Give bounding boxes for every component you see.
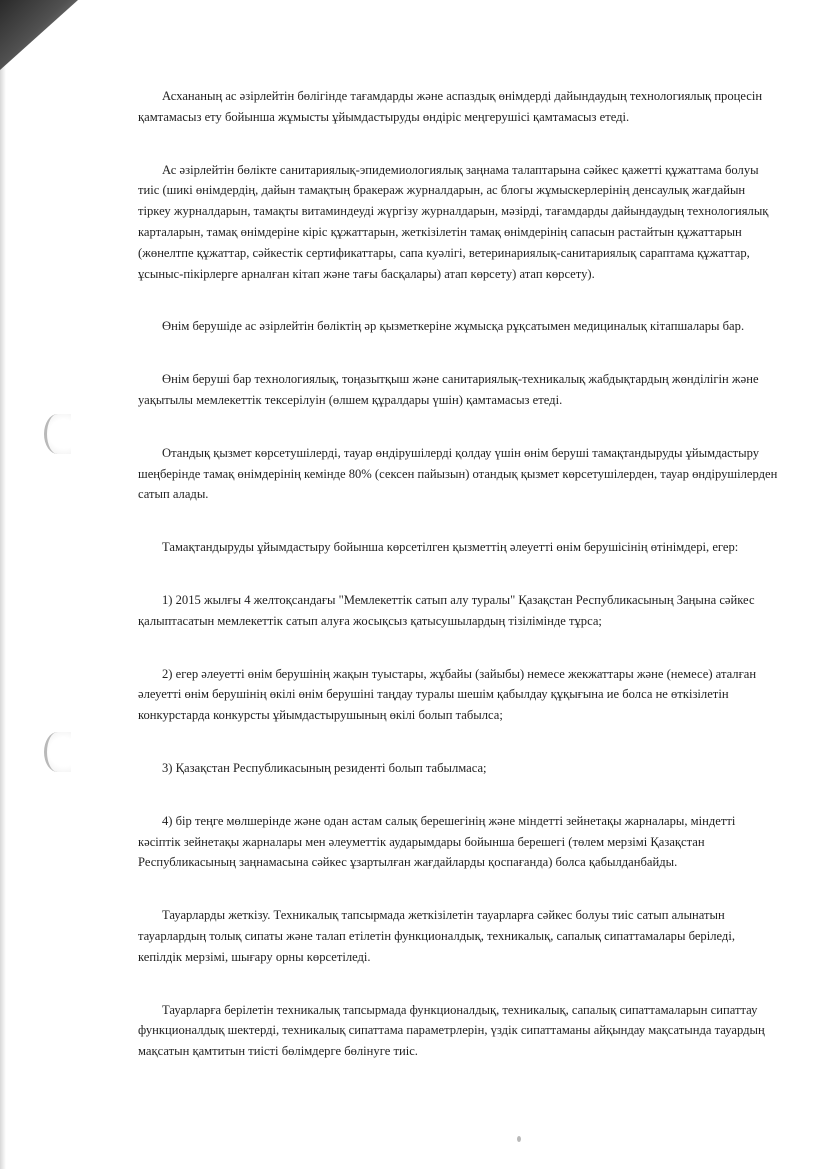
paragraph-condition-2: 2) егер әлеуетті өнім берушінің жақын туыстары, жұбайы (зайыбы) немесе жекжаттары және (немесе) аталған әлеуетті өнім берушінің өкілі өнім берушіні таңдау туралы шешім қабылдау құқығына ие болса не өткізілетін конкурстарда конкурсты ұйымдастырушының өкілі болып табылса;: [138, 666, 757, 723]
paragraph-condition-1: 1) 2015 жылғы 4 желтоқсандағы "Мемлекеттік сатып алу туралы" Қазақстан Республикасының Заңына сәйкес қалыптасатын мемлекеттік сатып алуға жосықсыз қатысушылардың тізілімінде тұрса;: [138, 592, 755, 628]
scan-corner-shadow: [0, 0, 120, 70]
punch-hole: [44, 732, 71, 772]
paragraph-domestic-suppliers: Отандық қызмет көрсетушілерді, тауар өндірушілерді қолдау үшін өнім беруші тамақтандыруды ұйымдастыру шеңберінде тамақ өнімдерінің кемінде 80% (сексен пайызын) отандық қызмет көрсетушілерден, тауар өндірушілерден сатып алады.: [138, 445, 778, 502]
punch-hole: [44, 414, 71, 454]
scan-edge: [0, 0, 6, 1169]
paragraph-technical-specification: Тауарларға берілетін техникалық тапсырмада функционалдық, техникалық, сапалық сипаттамаларын сипаттау функционалдық шектерді, техникалық сипаттама параметрлерін, үздік сипаттаманы айқындау мақсатында тауардың мақсатын қамтитын тиісті бөлімдерге бөлінуге тиіс.: [138, 1002, 765, 1059]
paragraph-applications-rejected-if: Тамақтандыруды ұйымдастыру бойынша көрсетілген қызметтің әлеуетті өнім берушісінің өтінімдері, егер:: [162, 540, 739, 555]
paragraph-medical-books: Өнім берушіде ас әзірлейтін бөліктің әр қызметкеріне жұмысқа рұқсатымен медициналық кітапшалары бар.: [162, 319, 745, 334]
paragraph-required-documentation: Ас әзірлейтін бөлікте санитариялық-эпидемиологиялық заңнама талаптарына сәйкес қажетті құжаттама болуы тиіс (шикі өнімдердің, дайын тамақтың бракераж журналдарын, ас блогы жұмыскерлерінің денсаулық жағдайын тіркеу журналдарын, тамақты витаминдеуді жүргізу журналдарын, мәзірді, тағамдарды дайындаудың технологиялық карталарын, тамақ өнімдеріне кіріс құжаттарын, жеткізілетін тамақ өнімдерінің сапасын растайтын құжаттарын (жөнелтпе құжаттар, сәйкестік сертификаттары, сапа куәлігі, ветеринариялық-санитариялық сараптама құжаттар, ұсыныс-пікірлерге арналған кітап және тағы басқалары) атап көрсету) атап көрсету).: [138, 162, 769, 281]
paragraph-condition-4: 4) бір теңге мөлшерінде және одан астам салық берешегінің және міндетті зейнетақы жарналары, міндетті кәсіптік зейнетақы жарналары мен әлеуметтік аударымдары бойынша берешегі (төлем мерзімі Қазақстан Республикасының заңнамасына сәйкес ұзартылған жағдайларды қоспағанда) болса қабылданбайды.: [138, 813, 736, 870]
paragraph-equipment-maintenance: Өнім беруші бар технологиялық, тоңазытқыш және санитариялық-техникалық жабдықтардың жөнділігін және уақытылы мемлекеттік тексерілуін (өлшем құралдары үшін) қамтамасыз етеді.: [138, 372, 759, 407]
paragraph-kitchen-management: Асхананың ас әзірлейтін бөлігінде тағамдарды және аспаздық өнімдерді дайындаудың технологиялық процесін қамтамасыз ету бойынша жұмысты ұйымдастыруды өндіріс меңгерушісі қамтамасыз етеді.: [138, 89, 763, 124]
paragraph-goods-delivery: Тауарларды жеткізу. Техникалық тапсырмада жеткізілетін тауарларға сәйкес болуы тиіс сатып алынатын тауарлардың толық сипаты және талап етілетін функционалдық, техникалық, сапалық сипаттамалары беріледі, кепілдік мерзімі, шығару орны көрсетіледі.: [138, 908, 735, 964]
document-body: [138, 86, 780, 1094]
scan-speck: [517, 1136, 521, 1142]
paragraph-condition-3: 3) Қазақстан Республикасының резиденті болып табылмаса;: [162, 760, 487, 775]
